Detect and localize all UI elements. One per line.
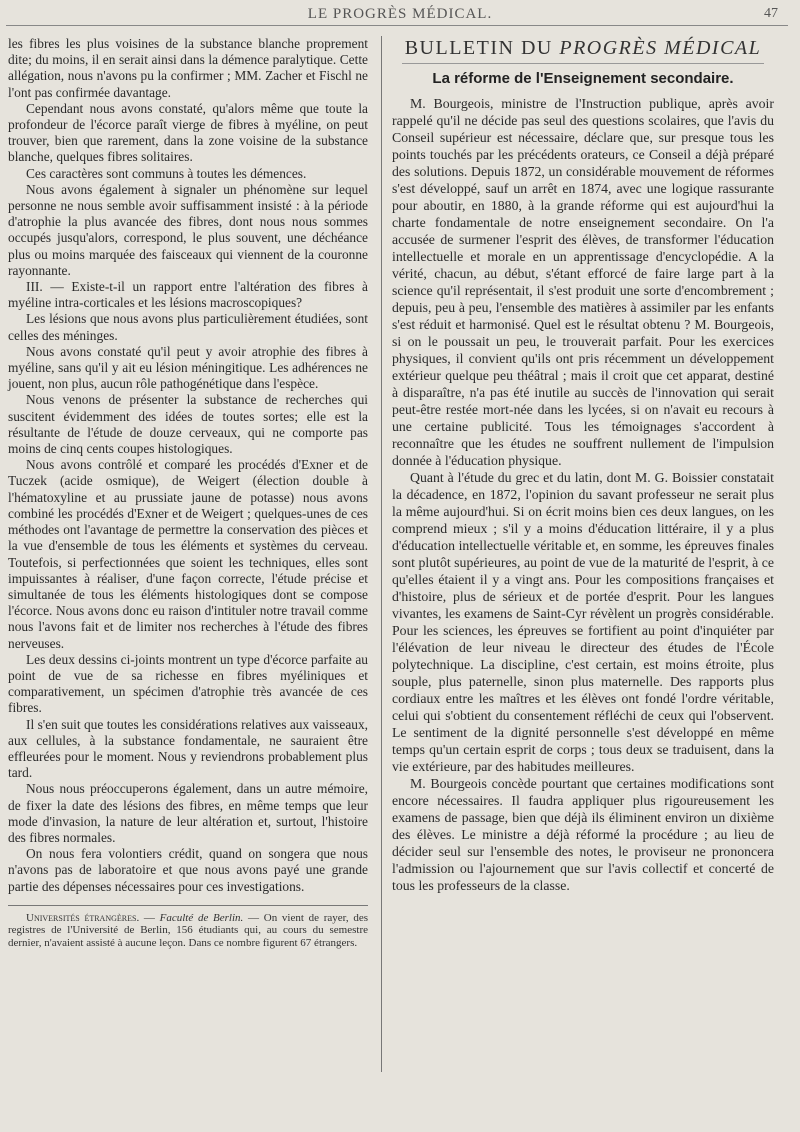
- paragraph: Ces caractères sont communs à toutes les démences.: [26, 165, 307, 181]
- bulletin-rule: [402, 63, 764, 64]
- right-column: [392, 36, 774, 894]
- paragraph: M. Bourgeois concède pourtant que certaines modifications sont encore nécessaires. Il faudra appliquer plus rigoureusement les examens de passage, bien que déjà ils éliminent environ un dixième des élèves. Le ministre a déjà réformé la procédure ; au lieu de décider seul sur l'ensemble des notes, le proviseur ne prononcera l'admission ou l'ajournement que sur l'avis collectif et concerté de tous les professeurs de la classe.: [392, 776, 774, 893]
- paragraph: M. Bourgeois, ministre de l'Instruction publique, après avoir rappelé qu'il ne décide pas seul des questions scolaires, que l'avis du Conseil supérieur est nécessaire, déclare que, sur presque tous les points touchés par les précédents orateurs, ce Conseil a déjà préparé des solutions. Depuis 1872, un considérable mouvement de réformes s'est développé, sauf un arrêt en 1874, avec une logique rassurante pour aboutir, en 1880, à la grande réforme qui est aujourd'hui la charte fondamentale de notre enseignement secondaire. On l'a accusée de surmener l'esprit des élèves, de transformer l'éducation intellectuelle et morale en un apprentissage d'encyclopédie. A la vérité, chacun, au début, s'étant efforcé de faire large part à la science qu'il représentait, il s'est produit une sorte d'encombrement ; depuis, peu à peu, l'ensemble des matières à assimiler par les enfants s'est réduit et harmonisé. Quel est le résultat obtenu ? M. Bourgeois, si on le poussait un peu, le trouverait parfait. Pour les exercices physiques, il convient qu'ils ont pris récemment un développement extérieur quelque peu théâtral ; mais il croit que cet apparat, destiné à disparaître, n'a pas été inutile au succès de l'innovation qui serait peut-être restée mort-née dans les lycées, si on n'avait eu recours à une certaine publicité. Tous les témoignages s'accordent à reconnaître que les études ne souffrent nullement de l'impulsion donnée à l'éducation physique.: [392, 96, 774, 468]
- paragraph: On nous fera volontiers crédit, quand on songera que nous n'avons pas de laboratoire et que nous avons payé une grande partie des dépenses nécessaires pour ces investigations.: [8, 846, 368, 894]
- paragraph: Les lésions que nous avons plus particulièrement étudiées, sont celles des méninges.: [8, 311, 368, 343]
- paragraph: Cependant nous avons constaté, qu'alors même que toute la profondeur de l'écorce paraît vierge de fibres à myéline, on peut trouver, bien que rarement, dans la zone voisine de la substance blanche, quelques fibres solitaires.: [8, 100, 368, 165]
- footnote-rule: [8, 905, 368, 906]
- paragraph: Nous avons contrôlé et comparé les procédés d'Exner et de Tuczek (acide osmique), de Weigert (élection double à l'hématoxyline et au prussiate jaune de potasse) nous avons combiné les procédés d'Exner et de Weigert ; quelques-unes de ces méthodes ont l'avantage de permettre la conservation des pièces et la vue d'ensemble de tous les éléments et systèmes du cerveau. Toutefois, si perfectionnées que soient les techniques, elles sont impuissantes à réaliser, d'une façon correcte, l'étude précise et simultanée de tous les éléments histologiques dont se compose l'écorce. Nous avons donc eu raison d'intituler notre travail comme nous l'avons fait et de limiter nos recherches à l'étude des fibres nerveuses.: [8, 457, 368, 651]
- header-rule: [6, 25, 788, 26]
- page-number: 47: [764, 6, 778, 21]
- paragraph: Nous nous préoccuperons également, dans un autre mémoire, de fixer la date des lésions des fibres, en même temps que leur mode d'invasion, la nature de leur altération et, surtout, l'histoire des fibres normales.: [8, 781, 368, 845]
- paragraph: les fibres les plus voisines de la substance blanche proprement dite; du moins, il en serait ainsi dans la démence paralytique. Cette allégation, nous n'avons pu la confirmer ; MM. Zacher et Fischl ne l'ont pas confirmée davantage.: [8, 36, 368, 100]
- footnote: Universités étrangères. — Faculté de Berlin. — On vient de rayer, des registres de l'Université de Berlin, 156 étudiants qui, au cours du semestre dernier, n'avaient assisté à aucune leçon. Dans ce nombre figurent 67 étrangers.: [8, 911, 369, 949]
- section-question: III. — Existe-t-il un rapport entre l'altération des fibres à myéline intra-corticales et les lésions macroscopiques?: [8, 279, 368, 311]
- paragraph: Nous venons de présenter la substance de recherches qui suscitent évidemment des idées de toutes sortes; elle est la résultante de l'étude de douze cerveaux, qui ne comporte pas moins de cinq cents coupes histologiques.: [8, 392, 368, 457]
- journal-title: LE PROGRÈS MÉDICAL.: [307, 6, 493, 22]
- column-rule: [381, 36, 382, 1072]
- paragraph: Nous avons constaté qu'il peut y avoir atrophie des fibres à myéline, sans qu'il y ait eu lésion méningitique. Les adhérences ne jouent, non plus, aucun rôle pathogénétique dans l'espèce.: [8, 343, 368, 392]
- section-heading: La réforme de l'Enseignement secondaire.: [432, 70, 734, 87]
- footnote-text: — On vient de rayer, des registres de l'Université de Berlin, 156 étudiants qui, au cours du semestre dernier, n'avaient assisté à aucune leçon. Dans ce nombre figurent 67 étrangers.: [8, 911, 369, 949]
- bulletin-title: [392, 37, 774, 59]
- paragraph: Il s'en suit que toutes les considérations relatives aux vaisseaux, aux cellules, à la substance fondamentale, ne sauraient être effleurées pour le moment. Nous y reviendrons probablement plus tard.: [8, 716, 368, 781]
- paragraph: Nous avons également à signaler un phénomène sur lequel personne ne nous semble avoir suffisamment insisté : à la période d'atrophie la plus avancée des fibres, dont nous nous sommes occupés jusqu'alors, correspond, le plus souvent, une déchéance plus ou moins marquée des faisceaux qui viennent de la couronne rayonnante.: [8, 181, 368, 278]
- left-column: [8, 36, 368, 950]
- footnote-italic: Faculté de Berlin.: [159, 911, 244, 924]
- bulletin-title-plain: BULLETIN DU: [404, 37, 553, 59]
- footnote-lead: Universités étrangères.: [26, 911, 140, 924]
- paragraph: Quant à l'étude du grec et du latin, dont M. G. Boissier constatait la décadence, en 1872, l'opinion du savant professeur ne serait plus la même aujourd'hui. Si on écrit moins bien ces deux langues, on les comprend mieux ; s'il y a moins d'éducation littéraire, il y a plus d'éducation intellectuelle véritable et, en somme, les épreuves finales sont plutôt supérieures, au point de vue de la maturité de l'esprit, à ce qu'elles étaient il y a vingt ans. Pour les compositions françaises et d'histoire, plus de sérieux et de portée d'esprit. Pour les langues vivantes, les examens de Saint-Cyr révèlent un progrès considérable. Pour les sciences, les épreuves se fortifient au point d'inquiéter par l'élévation de leur niveau le directeur des études de l'École polytechnique. La discipline, c'est certain, est moins étroite, plus souple, plus paternelle, sinon plus maternelle. Des rapports plus cordiaux entre les maîtres et les élèves ont fondé l'ordre véritable, celui qui s'obtient du consentement réfléchi de ceux qui l'observent. Le sentiment de la dignité personnelle s'est développé en même temps qu'un certain esprit de corps ; tous deux se traduisent, dans la vie extérieure, par des habitudes meilleures.: [392, 470, 774, 774]
- paragraph: Les deux dessins ci-joints montrent un type d'écorce parfaite au point de vue de sa richesse en fibres myéliniques et comparativement, un spécimen d'atrophie très avancée de ces fibres.: [8, 651, 368, 716]
- bulletin-title-italic: PROGRÈS MÉDICAL: [559, 37, 762, 59]
